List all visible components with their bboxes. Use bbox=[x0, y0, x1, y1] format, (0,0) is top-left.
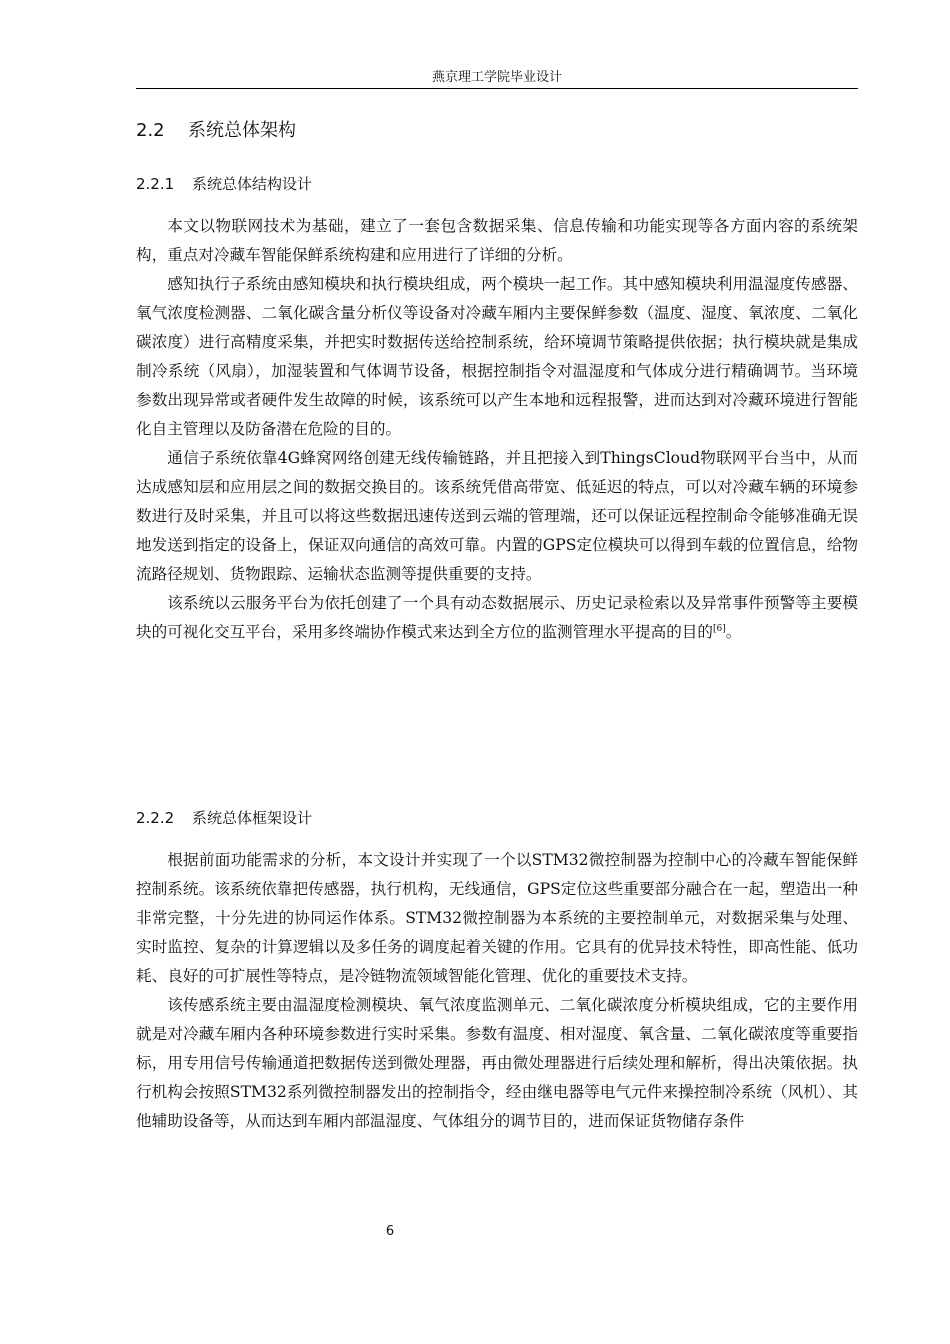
section-number: 2.2 bbox=[136, 120, 165, 141]
section-heading bbox=[136, 117, 296, 145]
paragraph: 根据前面功能需求的分析，本文设计并实现了一个以STM32微控制器为控制中心的冷藏车智能保鲜控制系统。该系统依靠把传感器，执行机构，无线通信，GPS定位这些重要部分融合在一起，塑造出一种非常完整，十分先进的协同运作体系。STM32微控制器为本系统的主要控制单元，对数据采集与处理、实时监控、复杂的计算逻辑以及多任务的调度起着关键的作用。它具有的优异技术特性，即高性能、低功耗、良好的可扩展性等特点，是冷链物流领域智能化管理、优化的重要技术支持。 bbox=[136, 851, 858, 985]
paragraph: 通信子系统依靠4G蜂窝网络创建无线传输链路，并且把接入到ThingsCloud物联网平台当中，从而达成感知层和应用层之间的数据交换目的。该系统凭借高带宽、低延迟的特点，可以对冷藏车辆的环境参数进行及时采集，并且可以将这些数据迅速传送到云端的管理端，还可以保证远程控制命令能够准确无误地发送到指定的设备上，保证双向通信的高效可靠。内置的GPS定位模块可以得到车载的位置信息，给物流路径规划、货物跟踪、运输状态监测等提供重要的支持。 bbox=[136, 449, 858, 583]
page-header: 燕京理工学院毕业设计 bbox=[431, 70, 562, 85]
section-title: 系统总体架构 bbox=[188, 120, 296, 141]
paragraph-end: 。 bbox=[725, 623, 742, 641]
citation: [6] bbox=[712, 623, 726, 634]
header-rule bbox=[136, 88, 858, 89]
subsection-heading-2 bbox=[136, 806, 312, 830]
subsection-2-body bbox=[136, 846, 858, 1136]
paragraph: 本文以物联网技术为基础，建立了一套包含数据采集、信息传输和功能实现等各方面内容的系统架构，重点对冷藏车智能保鲜系统构建和应用进行了详细的分析。 bbox=[136, 217, 858, 264]
paragraph-with-citation bbox=[136, 589, 858, 647]
paragraph-text: 该系统以云服务平台为依托创建了一个具有动态数据展示、历史记录检索以及异常事件预警等主要模块的可视化交互平台，采用多终端协作模式来达到全方位的监测管理水平提高的目的 bbox=[136, 594, 858, 641]
subsection-heading-1 bbox=[136, 172, 312, 196]
subsection-title-1: 系统总体结构设计 bbox=[192, 175, 313, 193]
subsection-title-2: 系统总体框架设计 bbox=[192, 809, 313, 827]
paragraph: 感知执行子系统由感知模块和执行模块组成，两个模块一起工作。其中感知模块利用温湿度传感器、氧气浓度检测器、二氧化碳含量分析仪等设备对冷藏车厢内主要保鲜参数（温度、湿度、氧浓度、二氧化碳浓度）进行高精度采集，并把实时数据传送给控制系统，给环境调节策略提供依据；执行模块就是集成制冷系统（风扇），加湿装置和气体调节设备，根据控制指令对温湿度和气体成分进行精确调节。当环境参数出现异常或者硬件发生故障的时候，该系统可以产生本地和远程报警，进而达到对冷藏环境进行智能化自主管理以及防备潜在危险的目的。 bbox=[136, 275, 858, 438]
page-number: 6 bbox=[385, 1224, 395, 1239]
subsection-number-2: 2.2.2 bbox=[136, 809, 175, 827]
subsection-1-body bbox=[136, 212, 858, 647]
paragraph: 该传感系统主要由温湿度检测模块、氧气浓度监测单元、二氧化碳浓度分析模块组成，它的主要作用就是对冷藏车厢内各种环境参数进行实时采集。参数有温度、相对湿度、氧含量、二氧化碳浓度等重要指标，用专用信号传输通道把数据传送到微处理器，再由微处理器进行后续处理和解析，得出决策依据。执行机构会按照STM32系列微控制器发出的控制指令，经由继电器等电气元件来操控制冷系统（风机）、其他辅助设备等，从而达到车厢内部温湿度、气体组分的调节目的，进而保证货物储存条件 bbox=[136, 996, 858, 1130]
subsection-number-1: 2.2.1 bbox=[136, 175, 175, 193]
